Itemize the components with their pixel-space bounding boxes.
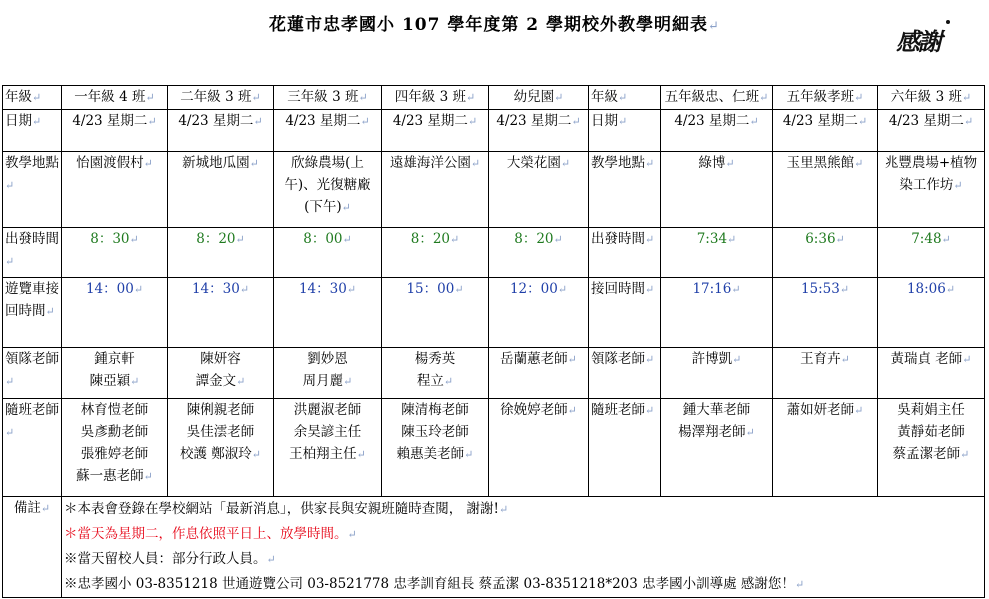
cell-date-r3: 4/23 星期二↵: [878, 110, 985, 152]
row-label-note: 備註↵: [3, 497, 62, 598]
cell-place-5: 大榮花園↵: [489, 152, 589, 228]
table-row-escort: [3, 399, 985, 497]
cell-date-r1: 4/23 星期二↵: [661, 110, 773, 152]
cell-return-r3: 18:06↵: [878, 278, 985, 348]
cell-leader-1: 鍾京軒 陳亞穎↵: [62, 348, 168, 399]
row-label-escort: 隨班老師↵: [3, 399, 62, 497]
cell-grade-r3: 六年級 3 班↵: [878, 86, 985, 110]
cell-escort-4: 陳清梅老師 陳玉玲老師 賴惠美老師↵: [382, 399, 489, 497]
cell-depart-2: 8：20↵: [168, 228, 274, 278]
table-row-notes: [3, 497, 985, 598]
right-label-leader: 領隊老師↵: [589, 348, 661, 399]
cell-return-2: 14：30↵: [168, 278, 274, 348]
cell-place-r2: 玉里黑熊館↵: [773, 152, 878, 228]
table-row-depart: [3, 228, 985, 278]
cell-date-r2: 4/23 星期二↵: [773, 110, 878, 152]
notes-cell: [62, 497, 985, 598]
table-row-date: [3, 110, 985, 152]
right-label-escort: 隨班老師↵: [589, 399, 661, 497]
cell-grade-3: 三年級 3 班↵: [274, 86, 382, 110]
cell-place-3: 欣綠農場(上午)、光復糖廠(下午)↵: [274, 152, 382, 228]
cell-return-1: 14：00↵: [62, 278, 168, 348]
cell-grade-r2: 五年級孝班↵: [773, 86, 878, 110]
right-label-depart: 出發時間↵: [589, 228, 661, 278]
cell-escort-r1: 鍾大華老師 楊澤翔老師↵: [661, 399, 773, 497]
cell-depart-r1: 7:34↵: [661, 228, 773, 278]
table-row-leader: [3, 348, 985, 399]
cell-depart-1: 8：30↵: [62, 228, 168, 278]
note-line-1: ＊本表會登錄在學校網站「最新消息」，供家長與安親班隨時查閱， 謝謝!↵: [64, 501, 509, 517]
cell-leader-3: 劉妙恩 周月麗↵: [274, 348, 382, 399]
cell-leader-r3: 黃瑞貞 老師↵: [878, 348, 985, 399]
cell-escort-2: 陳俐親老師 吳佳澐老師 校護 鄭淑玲↵: [168, 399, 274, 497]
cell-depart-5: 8：20↵: [489, 228, 589, 278]
note-line-4: ※忠孝國小 03-8351218 世通遊覽公司 03-8521778 忠孝訓育組長 蔡孟潔 03-8351218*203 忠孝國小訓導處 感謝您！↵: [64, 576, 805, 592]
cell-return-5: 12：00↵: [489, 278, 589, 348]
cell-escort-1: 林育愷老師 吳彥勳老師 張雅婷老師 蘇一惠老師↵: [62, 399, 168, 497]
row-label-leader: 領隊老師↵: [3, 348, 62, 399]
row-label-return: 遊覽車接回時間↵: [3, 278, 62, 348]
cell-date-3: 4/23 星期二↵: [274, 110, 382, 152]
page-title: 花蓮市忠孝國小 107 學年度第 2 學期校外教學明細表↵: [269, 15, 720, 35]
cell-escort-r2: 蕭如妍老師↵: [773, 399, 878, 497]
note-line-3: ※當天留校人員：部分行政人員。↵: [64, 551, 276, 567]
cell-place-2: 新城地瓜園↵: [168, 152, 274, 228]
cell-leader-r1: 許博凱↵: [661, 348, 773, 399]
cell-date-4: 4/23 星期二↵: [382, 110, 489, 152]
cell-place-r1: 綠博↵: [661, 152, 773, 228]
cell-place-4: 遠雄海洋公園↵: [382, 152, 489, 228]
cell-grade-4: 四年級 3 班↵: [382, 86, 489, 110]
cell-depart-4: 8：20↵: [382, 228, 489, 278]
note-line-2: ＊當天為星期二，作息依照平日上、放學時間。↵: [64, 526, 357, 542]
cell-escort-5: 徐娩婷老師↵: [489, 399, 589, 497]
table-row-return: [3, 278, 985, 348]
cell-date-1: 4/23 星期二↵: [62, 110, 168, 152]
cell-depart-r2: 6:36↵: [773, 228, 878, 278]
cell-return-r1: 17:16↵: [661, 278, 773, 348]
cell-return-r2: 15:53↵: [773, 278, 878, 348]
cell-grade-5: 幼兒園↵: [489, 86, 589, 110]
thanks-calligraphy-seal: 感謝: [896, 22, 940, 57]
row-label-date: 日期↵: [3, 110, 62, 152]
cell-escort-r3: 吳莉娟主任 黃靜茹老師 蔡孟潔老師↵: [878, 399, 985, 497]
table-row-grade: [3, 86, 985, 110]
schedule-table: [2, 85, 985, 598]
cell-date-5: 4/23 星期二↵: [489, 110, 589, 152]
cell-leader-5: 岳蘭蕙老師↵: [489, 348, 589, 399]
row-label-place: 教學地點↵: [3, 152, 62, 228]
cell-grade-2: 二年級 3 班↵: [168, 86, 274, 110]
cell-depart-r3: 7:48↵: [878, 228, 985, 278]
right-label-grade: 年級↵: [589, 86, 661, 110]
row-label-grade: 年級↵: [3, 86, 62, 110]
cell-grade-1: 一年級 4 班↵: [62, 86, 168, 110]
cell-return-3: 14：30↵: [274, 278, 382, 348]
cell-date-2: 4/23 星期二↵: [168, 110, 274, 152]
table-row-place: [3, 152, 985, 228]
right-label-return: 接回時間↵: [589, 278, 661, 348]
cell-return-4: 15：00↵: [382, 278, 489, 348]
cell-escort-3: 洪麗淑老師 余昊諺主任 王柏翔主任↵: [274, 399, 382, 497]
cell-depart-3: 8：00↵: [274, 228, 382, 278]
cell-place-r3: 兆豐農場+植物染工作坊↵: [878, 152, 985, 228]
cell-place-1: 怡園渡假村↵: [62, 152, 168, 228]
right-label-place: 教學地點↵: [589, 152, 661, 228]
right-label-date: 日期↵: [589, 110, 661, 152]
cell-grade-r1: 五年級忠、仁班↵: [661, 86, 773, 110]
cell-leader-2: 陳妍容 譚金文↵: [168, 348, 274, 399]
cell-leader-4: 楊秀英 程立↵: [382, 348, 489, 399]
cell-leader-r2: 王育卉↵: [773, 348, 878, 399]
row-label-depart: 出發時間↵: [3, 228, 62, 278]
